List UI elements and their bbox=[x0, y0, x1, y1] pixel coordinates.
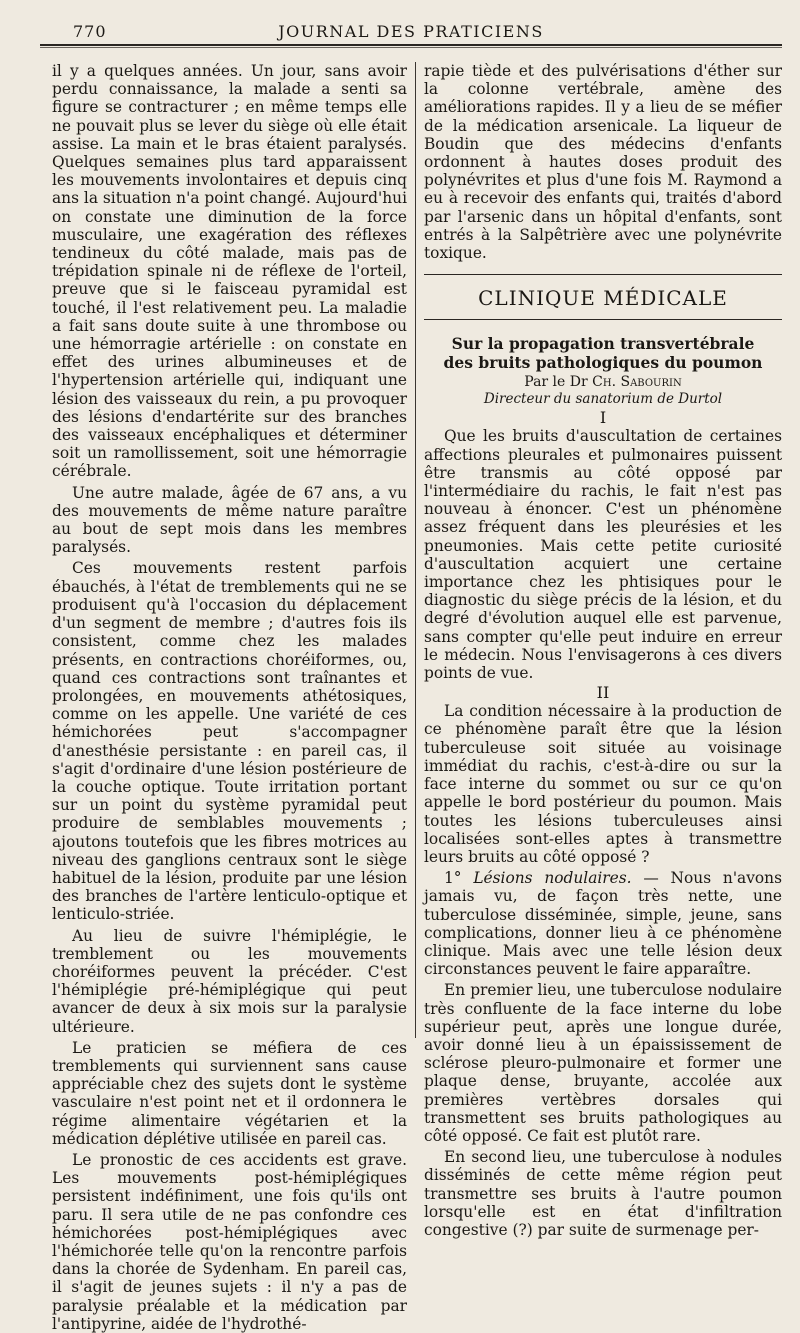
paragraph: Une autre malade, âgée de 67 ans, a vu des mouvements de même nature paraître au bout de sept mois dans les membres paralysés. bbox=[52, 483, 407, 557]
running-header bbox=[40, 18, 782, 46]
paragraph: En premier lieu, une tuberculose nodulaire très confluente de la face interne du lobe supérieur peut, après une longue durée, avoir donné lieu à un épaississement de sclérose pleuro-pulmonaire et former une plaque dense, bruyante, accolée aux premières vertèbres dorsales qui transmettent ses bruits pathologiques au côté opposé. Ce fait est plutôt rare. bbox=[424, 981, 782, 1145]
right-column bbox=[424, 62, 782, 1239]
paragraph: Que les bruits d'auscultation de certaines affections pleurales et pulmonaires puissent être transmis au côté opposé par l'intermédiaire du rachis, le fait n'est pas nouveau à énoncer. C'est un phénomène assez fréquent dans les pleurésies et les pneumonies. Mais cette petite curiosité d'auscultation acquiert une certaine importance chez les phtisiques pour le diagnostic du siège précis de la lésion, et du degré d'évolution auquel elle est parvenue, sans compter qu'elle peut induire en erreur le médecin. Nous l'envisagerons à ces divers points de vue. bbox=[424, 427, 782, 683]
paragraph: Le praticien se méfiera de ces tremblements qui surviennent sans cause appréciable chez des sujets dont le système vasculaire n'est point net et il ordonnera le régime alimentaire végétarien et la médication déplétive utilisée en pareil cas. bbox=[52, 1038, 407, 1148]
section-heading-box bbox=[424, 274, 782, 320]
part-numeral: I bbox=[599, 408, 607, 428]
item-label: Lésions nodulaires. bbox=[473, 869, 632, 888]
paragraph: Au lieu de suivre l'hémiplégie, le tremblement ou les mouvements choréiformes peuvent la précéder. C'est l'hémiplégie pré-hémiplégique qui peut avancer de deux à six mois sur la paralysie ultérieure. bbox=[52, 926, 407, 1036]
column-divider bbox=[415, 62, 416, 1038]
paragraph bbox=[424, 869, 782, 978]
page-number: 770 bbox=[73, 22, 107, 41]
paragraph: rapie tiède et des pulvérisations d'éther sur la colonne vertébrale, amène des améliorations rapides. Il y a lieu de se méfier de la médication arsenicale. La liqueur de Boudin que des médecins d'enfants ordonnent à hautes doses produit des polynévrites et plus d'une fois M. Raymond a eu à recevoir des enfants qui, traités d'abord par l'arsenic dans un hôpital d'enfants, sont entrés à la Salpêtrière avec une polynévrite toxique. bbox=[424, 62, 782, 263]
section-title: CLINIQUE MÉDICALE bbox=[478, 286, 728, 311]
article-title-line: des bruits pathologiques du poumon bbox=[443, 353, 763, 373]
paragraph: La condition nécessaire à la production de ce phénomène paraît être que la lésion tuberculeuse soit située au voisinage immédiat du rachis, c'est-à-dire ou sur la face interne du sommet ou sur ce qu'on appelle le bord postérieur du poumon. Mais toutes les lésions tuberculeuses ainsi localisées sont-elles aptes à transmettre leurs bruits au côté opposé ? bbox=[424, 702, 782, 866]
byline-prefix: Par le Dr bbox=[524, 374, 588, 391]
header-rule bbox=[40, 47, 782, 48]
author-name: Ch. Sabourin bbox=[592, 374, 682, 391]
paragraph: il y a quelques années. Un jour, sans avoir perdu connaissance, la malade a senti sa figure se contracturer ; en même temps elle ne pouvait plus se lever du siège où elle était assise. La main et le bras étaient paralysés. Quelques semaines plus tard apparaissent les mouvements involontaires et depuis cinq ans la situation n'a point changé. Aujourd'hui on constate une diminution de la force musculaire, une exagération des réflexes tendineux du côté malade, mais pas de trépidation spinale ni de réflexe de l'orteil, preuve que si le faisceau pyramidal est touché, il l'est relativement peu. La maladie a fait sans doute suite à une thrombose ou une hémorragie artérielle : on constate en effet des urines albumineuses et de l'hypertension artérielle qui, indiquant une lésion des vaisseaux du rein, a pu provoquer des lésions d'endartérite sur des branches des vaisseaux encéphaliques et déterminer soit un ramollissement, soit une hémorragie cérébrale. bbox=[52, 62, 407, 481]
item-text: — Nous n'avons jamais vu, de façon très nette, une tuberculose disséminée, simple, jeune, sans complications, donner lieu à ce phénomène clinique. Mais avec une telle lésion deux circonstances peuvent le faire apparaître. bbox=[424, 869, 782, 979]
journal-title: JOURNAL DES PRATICIENS bbox=[278, 22, 544, 41]
part-numeral: II bbox=[596, 683, 610, 703]
item-number: 1° bbox=[444, 869, 462, 888]
paragraph: Le pronostic de ces accidents est grave. Les mouvements post-hémiplégiques persistent indéfiniment, une fois qu'ils ont paru. Il sera utile de ne pas confondre ces hémichorées post-hémiplégiques avec l'hémichorée telle qu'on la rencontre parfois dans la chorée de Sydenham. En pareil cas, il s'agit de jeunes sujets : il n'y a pas de paralysie préalable et la médication par l'antipyrine, aidée de l'hydrothé- bbox=[52, 1150, 407, 1333]
left-column bbox=[52, 62, 407, 1333]
article-title-line: Sur la propagation transvertébrale bbox=[451, 334, 755, 354]
author-affiliation: Directeur du sanatorium de Durtol bbox=[483, 391, 723, 408]
byline bbox=[424, 374, 782, 391]
paragraph: En second lieu, une tuberculose à nodules disséminés de cette même région peut transmettre ses bruits à l'autre poumon lorsqu'elle est en état d'infiltration congestive (?) par suite de surmenage per- bbox=[424, 1148, 782, 1239]
article-title bbox=[424, 334, 782, 372]
paragraph: Ces mouvements restent parfois ébauchés, à l'état de tremblements qui ne se produisent qu'à l'occasion du déplacement d'un segment de membre ; d'autres fois ils consistent, comme chez les malades présents, en contractions choréiformes, ou, quand ces contractions sont traînantes et prolongées, en mouvements athétosiques, comme on les appelle. Une variété de ces hémichorées peut s'accompagner d'anesthésie persistante : en pareil cas, il s'agit d'ordinaire d'une lésion postérieure de la couche optique. Toute irritation portant sur un point du système pyramidal peut produire de semblables mouvements ; ajoutons toutefois que les fibres motrices au niveau des ganglions centraux sont le siège habituel de la lésion, produite par une lésion des branches de l'artère lenticulo-optique et lenticulo-striée. bbox=[52, 559, 407, 924]
